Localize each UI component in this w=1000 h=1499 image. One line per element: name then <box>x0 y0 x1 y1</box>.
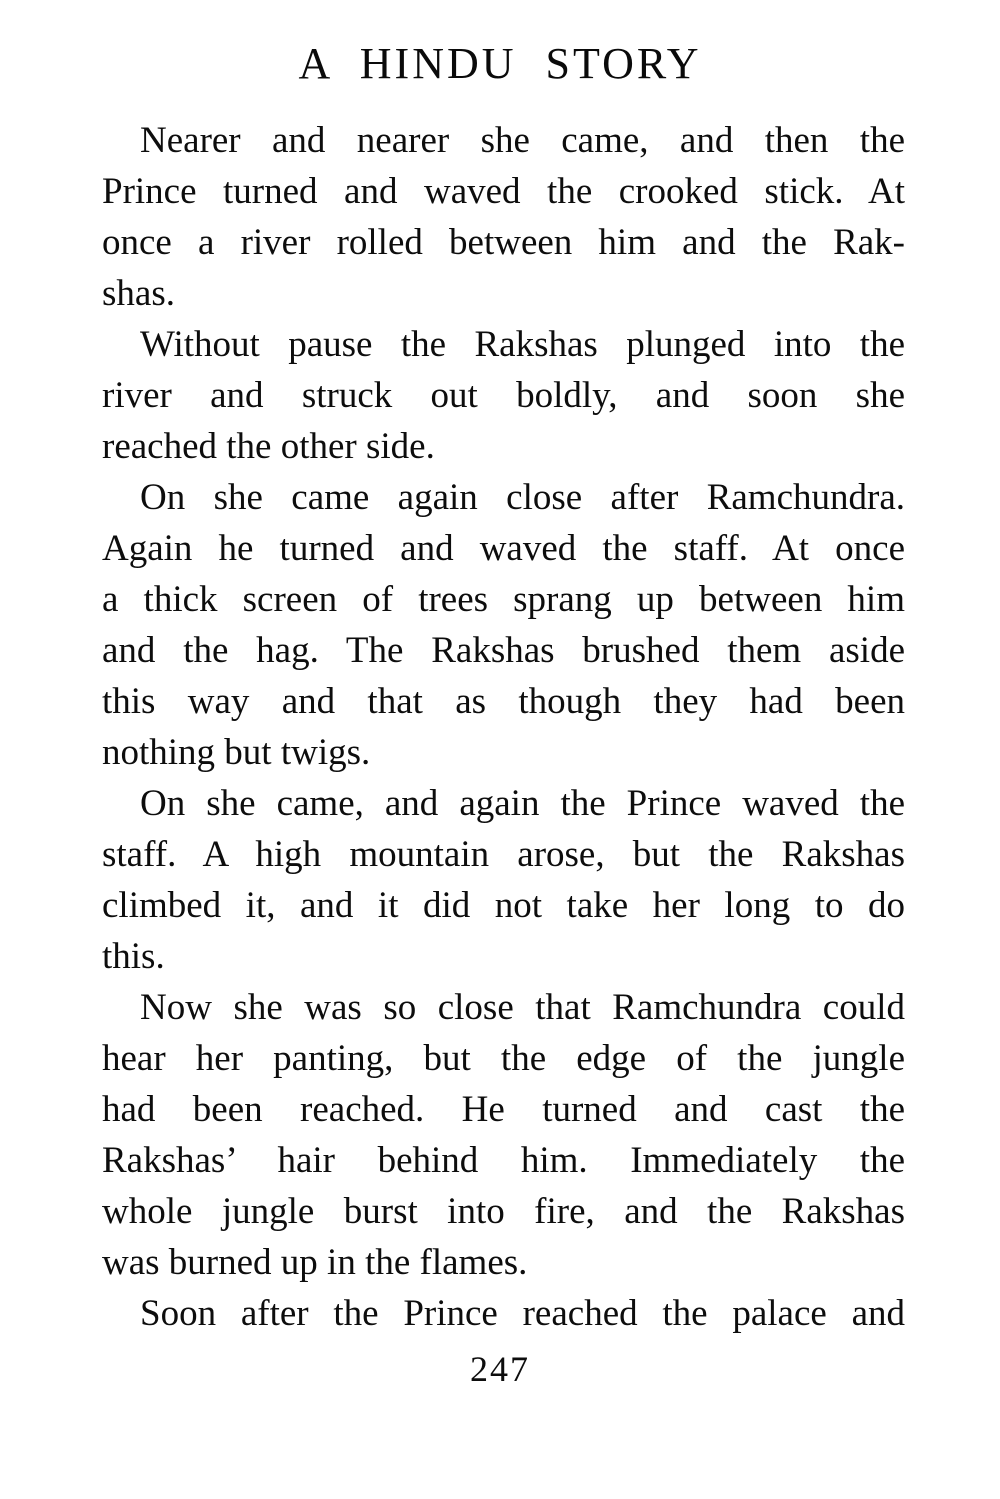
paragraph <box>102 778 905 982</box>
page-number: 247 <box>470 1349 530 1390</box>
paragraph <box>102 472 905 778</box>
text-line: Rakshas’ hair behind him. Immediately the <box>102 1140 905 1182</box>
text-line: reached the other side. <box>102 426 435 468</box>
text-line: On she came, and again the Prince waved the <box>140 783 905 825</box>
text-line: nothing but twigs. <box>102 732 371 774</box>
text-line: Soon after the Prince reached the palace and <box>140 1293 905 1335</box>
paragraph <box>102 982 905 1288</box>
page-header: A HINDU STORY <box>298 39 702 88</box>
text-line: this way and that as though they had been <box>102 681 905 723</box>
text-line: Without pause the Rakshas plunged into the <box>140 324 905 366</box>
text-line: was burned up in the flames. <box>102 1242 528 1284</box>
text-line: hear her panting, but the edge of the jungle <box>102 1038 905 1080</box>
text-line: river and struck out boldly, and soon she <box>102 375 905 417</box>
text-line: climbed it, and it did not take her long to do <box>102 885 905 927</box>
text-line: staff. A high mountain arose, but the Rakshas <box>102 834 905 876</box>
paragraph <box>102 1288 905 1339</box>
text-line: and the hag. The Rakshas brushed them aside <box>102 630 905 672</box>
text-line: whole jungle burst into fire, and the Rakshas <box>102 1191 905 1233</box>
text-line: Prince turned and waved the crooked stick. At <box>102 171 905 213</box>
text-block <box>102 115 905 1339</box>
text-line: Nearer and nearer she came, and then the <box>140 120 905 162</box>
text-line: Now she was so close that Ramchundra could <box>140 987 905 1029</box>
text-line: a thick screen of trees sprang up between him <box>102 579 905 621</box>
paragraph <box>102 115 905 319</box>
text-line: this. <box>102 936 165 978</box>
text-line: once a river rolled between him and the Rak- <box>102 222 905 264</box>
text-line: Again he turned and waved the staff. At once <box>102 528 905 570</box>
text-line: shas. <box>102 273 175 315</box>
text-line: On she came again close after Ramchundra. <box>140 477 905 519</box>
text-line: had been reached. He turned and cast the <box>102 1089 905 1131</box>
paragraph <box>102 319 905 472</box>
